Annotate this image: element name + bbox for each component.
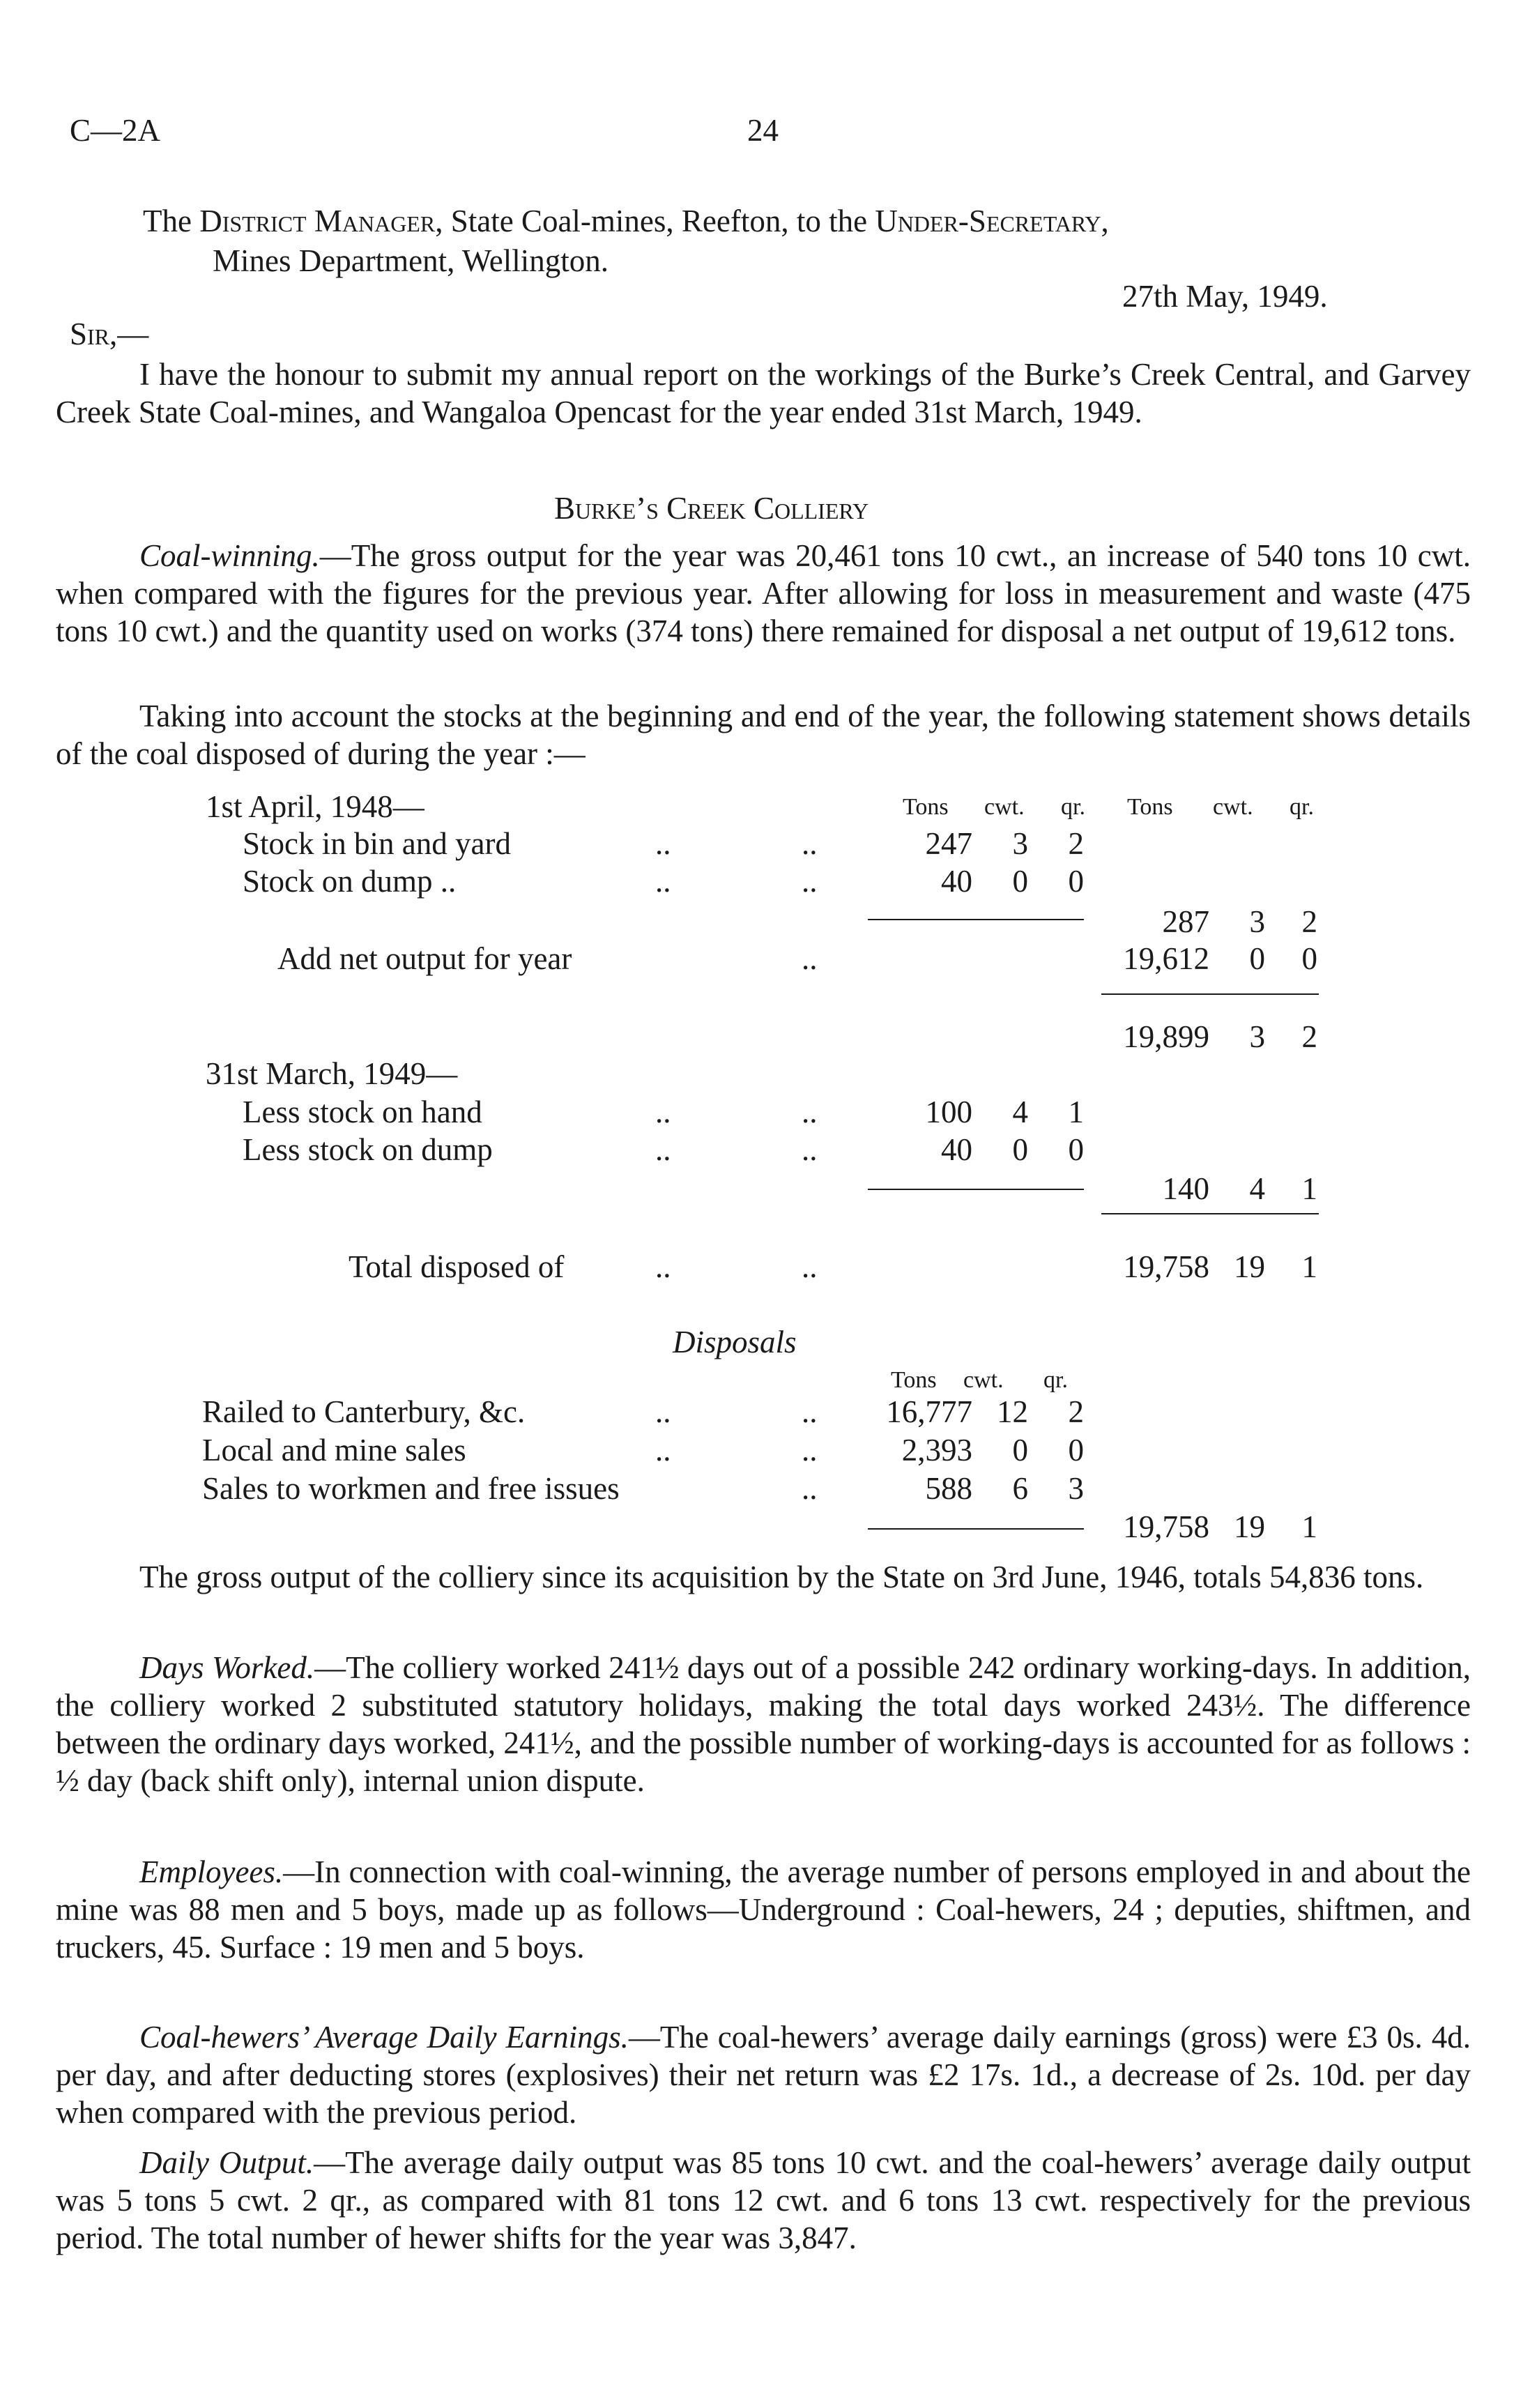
leader: .. [802,1471,818,1506]
letter-date: 27th May, 1949. [1122,279,1328,314]
rule [1101,1213,1319,1214]
subtotal1-tons: 287 [1162,904,1209,939]
local-qr: 0 [1068,1433,1084,1468]
employees-heading: Employees. [139,1854,284,1889]
earnings-heading: Coal-hewers’ Average Daily Earnings. [139,2020,629,2055]
leader: .. [655,1249,671,1284]
total1-cwt: 3 [1249,1019,1265,1054]
railed-tons: 16,777 [886,1394,972,1429]
rule [1101,993,1319,995]
subtotal1-qr: 2 [1301,904,1317,939]
coal-winning-paragraph: Coal-winning.—The gross output for the year was 20,461 tons 10 cwt., an increase of 540 tons 10 cwt. when compared with the figures for the previous year. After allowing for loss in measurement and waste (475 tons 10 cwt.) and the quantity used on works (374 tons) there remained for disposal a net output of 19,612 tons. [56,538,1471,648]
leader: .. [802,1433,818,1468]
stock-dump-qr: 0 [1068,864,1084,899]
page-number: 24 [747,113,779,148]
railed-label: Railed to Canterbury, &c. [202,1394,526,1429]
subtotal1-cwt: 3 [1249,904,1265,939]
railed-cwt: 12 [997,1394,1028,1429]
disposals-total-cwt: 19 [1234,1509,1265,1544]
employees-paragraph: Employees.—In connection with coal-winning, the average number of persons employed in and about the mine was 88 men and 5 boys, made up as follows—Underground : Coal-hewers, 24 ; deputies, shiftmen, and truckers, 45. Surface : 19 men and 5 boys. [56,1854,1471,1965]
disposals-total-tons: 19,758 [1123,1509,1209,1544]
add-net-qr: 0 [1301,941,1317,976]
leader: .. [655,864,671,899]
stock-bin-qr: 2 [1068,826,1084,861]
less-hand-label: Less stock on hand [243,1095,482,1129]
disp-col-header-tons: Tons [891,1367,937,1393]
leader: .. [655,1095,671,1129]
less-dump-label: Less stock on dump [243,1132,493,1167]
col-header-tons-2: Tons [1127,794,1173,820]
less-hand-cwt: 4 [1012,1095,1028,1129]
disposals-total-qr: 1 [1301,1509,1317,1544]
gross-output-paragraph: The gross output of the colliery since its acquisition by the State on 3rd June, 1946, totals 54,836 tons. [139,1560,1424,1594]
less-hand-qr: 1 [1068,1095,1084,1129]
col-header-cwt-1: cwt. [984,794,1025,820]
leader: .. [655,1132,671,1167]
add-net-tons: 19,612 [1123,941,1209,976]
disposals-title: Disposals [673,1325,797,1359]
leader: .. [802,1095,818,1129]
close-date: 31st March, 1949— [206,1056,458,1091]
report-code: C—2A [70,113,161,148]
local-tons: 2,393 [901,1433,972,1468]
add-net-label: Add net output for year [277,941,572,976]
workmen-cwt: 6 [1012,1471,1028,1506]
section-title: Burke’s Creek Colliery [554,491,869,526]
total1-qr: 2 [1301,1019,1317,1054]
rule [868,919,1084,920]
leader: .. [802,1132,818,1167]
add-net-cwt: 0 [1249,941,1265,976]
stock-dump-cwt: 0 [1012,864,1028,899]
col-header-tons-1: Tons [903,794,949,820]
address-line-2: Mines Department, Wellington. [213,243,609,278]
leader: .. [802,1394,818,1429]
subtotal2-cwt: 4 [1249,1171,1265,1206]
leader: .. [802,826,818,861]
less-dump-tons: 40 [941,1132,972,1167]
col-header-qr-1: qr. [1061,794,1085,820]
stock-dump-label: Stock on dump .. [243,864,457,899]
disp-col-header-cwt: cwt. [963,1367,1004,1393]
leader: .. [802,941,818,976]
local-label: Local and mine sales [202,1433,466,1468]
stock-bin-cwt: 3 [1012,826,1028,861]
leader: .. [802,864,818,899]
coal-winning-heading: Coal-winning. [139,538,320,573]
col-header-qr-2: qr. [1290,794,1314,820]
total-disposed-cwt: 19 [1234,1249,1265,1284]
workmen-tons: 588 [925,1471,972,1506]
stock-bin-label: Stock in bin and yard [243,826,511,861]
leader: .. [655,1394,671,1429]
local-cwt: 0 [1012,1433,1028,1468]
total-disposed-qr: 1 [1301,1249,1317,1284]
less-dump-qr: 0 [1068,1132,1084,1167]
less-dump-cwt: 0 [1012,1132,1028,1167]
intro-paragraph: I have the honour to submit my annual report on the workings of the Burke’s Creek Central, and Garvey Creek State Coal-mines, and Wangaloa Opencast for the year ended 31st March, 1949. [56,357,1471,429]
railed-qr: 2 [1068,1394,1084,1429]
daily-output-paragraph: Daily Output.—The average daily output was 85 tons 10 cwt. and the coal-hewers’ average daily output was 5 tons 5 cwt. 2 qr., as compared with 81 tons 12 cwt. and 6 tons 13 cwt. respectively for the previous period. The total number of hewer shifts for the year was 3,847. [56,2145,1471,2255]
total-disposed-label: Total disposed of [349,1249,565,1284]
workmen-label: Sales to workmen and free issues [202,1471,620,1506]
rule [868,1528,1084,1530]
disp-col-header-qr: qr. [1043,1367,1068,1393]
total-disposed-tons: 19,758 [1123,1249,1209,1284]
earnings-paragraph: Coal-hewers’ Average Daily Earnings.—The coal-hewers’ average daily earnings (gross) were £3 0s. 4d. per day, and after deducting stores (explosives) their net return was £2 17s. 1d., a decrease of 2s. 10d. per day when compared with the previous period. [56,2020,1471,2130]
workmen-qr: 3 [1068,1471,1084,1506]
stocks-intro-paragraph: Taking into account the stocks at the beginning and end of the year, the following statement shows details of the coal disposed of during the year :— [56,699,1471,771]
stock-bin-tons: 247 [925,826,972,861]
subtotal2-tons: 140 [1162,1171,1209,1206]
total1-tons: 19,899 [1123,1019,1209,1054]
days-worked-paragraph: Days Worked.—The colliery worked 241½ days out of a possible 242 ordinary working-days. In addition, the colliery worked 2 substituted statutory holidays, making the total days worked 243½. The difference between the ordinary days worked, 241½, and the possible number of working-days is accounted for as follows : ½ day (back shift only), internal union dispute. [56,1650,1471,1798]
stock-dump-tons: 40 [941,864,972,899]
rule [868,1189,1084,1190]
days-worked-heading: Days Worked. [139,1650,315,1685]
address-line-1: The District Manager, State Coal-mines, Reefton, to the Under-Secretary, [143,204,1109,238]
leader: .. [655,826,671,861]
salutation: Sir,— [70,317,149,351]
open-date: 1st April, 1948— [206,789,424,824]
leader: .. [655,1433,671,1468]
leader: .. [802,1249,818,1284]
col-header-cwt-2: cwt. [1213,794,1253,820]
daily-output-heading: Daily Output. [139,2145,314,2180]
less-hand-tons: 100 [925,1095,972,1129]
subtotal2-qr: 1 [1301,1171,1317,1206]
